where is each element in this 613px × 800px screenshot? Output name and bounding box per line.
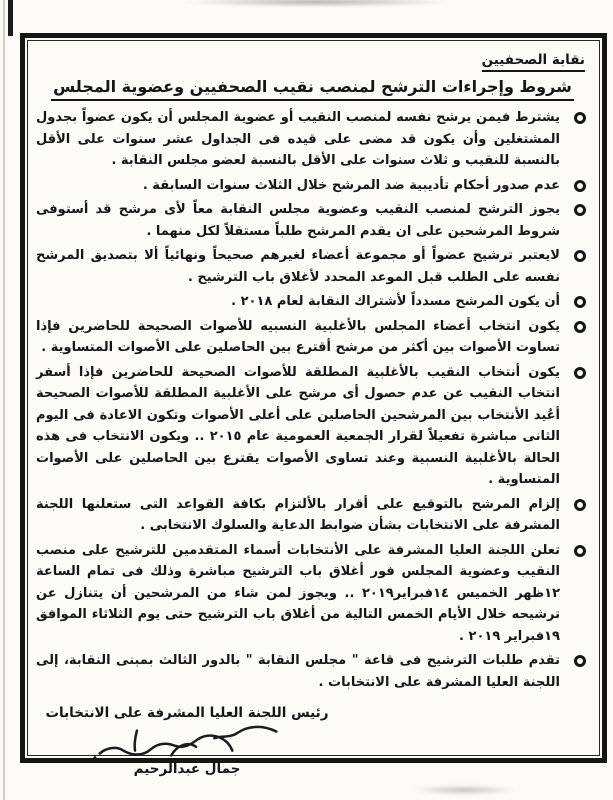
ring-bullet-icon (574, 180, 586, 192)
scan-smudge-top (185, 0, 450, 7)
list-item-text: عدم صدور أحكام تأديبية ضد المرشح خلال الثلاث سنوات السابقة . (142, 177, 560, 193)
list-item (36, 245, 589, 288)
scan-smudge-bottom (412, 785, 517, 795)
signatory-title: رئيس اللجنة العليا المشرفة على الانتخابات (45, 705, 329, 721)
list-item (36, 291, 589, 313)
page-title (36, 77, 589, 96)
list-item-text: يجوز الترشح لمنصب النقيب وعضوية مجلس النقابة معاً لأى مرشح قد أستوفى شروط المرشحين على ان يقدم المرشح طلباً مستقلاً لكل منهما . (36, 202, 560, 239)
list-item-text: أن يكون المرشح مسدداً لأشتراك النقابة لعام ٢٠١٨ . (231, 294, 560, 309)
conditions-list (36, 107, 589, 693)
scan-corner-mark (8, 0, 13, 36)
list-item (36, 362, 589, 491)
ring-bullet-icon (574, 250, 586, 262)
org-title (36, 52, 585, 68)
handwritten-signature-icon (85, 722, 290, 764)
ring-bullet-icon (574, 112, 586, 124)
document-content (27, 40, 600, 777)
list-item-text: تعلن اللجنة العليا المشرفة على الأنتخابات أسماء المتقدمين للترشيح على منصب النقيب وعضوية المجلس فور أغلاق باب الترشيح مباشرة وذلك فى تمام الساعة ١٢ظهر الخميس ١٤فبراير٢٠١٩ .. ويجوز لمن شاء من المرشحين أن يتنازل عن ترشيحه خلال الأيام الخمس التالية من أغلاق باب الترشيح حتى يوم الثلاثاء الموافق ١٩فبراير ٢٠١٩ . (36, 542, 561, 644)
ring-bullet-icon (574, 296, 586, 308)
ring-bullet-icon (574, 545, 586, 557)
list-item-text: يكون انتخاب أعضاء المجلس بالأغلبية النسبيه للأصوات الصحيحة للحاضرين فإذا تساوت الأصوات بين أكثر من مرشح أقترع بين الحاصلين على الأصوات المتساوية . (36, 318, 560, 355)
list-item (36, 199, 589, 242)
list-item (36, 316, 589, 359)
list-item-text: إلزام المرشح بالتوقيع على أقرار بالألتزام بكافة القواعد التى ستعلنها اللجنة المشرفة على الانتخابات بشأن ضوابط الدعاية والسلوك الانتخابى . (36, 496, 560, 533)
org-title-text: نقابة الصحفيين (482, 52, 585, 72)
page-title-text: شروط وإجراءات الترشح لمنصب نقيب الصحفيين وعضوية المجلس (51, 77, 574, 101)
scan-edge-artifact (3, 0, 5, 800)
list-item (36, 175, 589, 197)
list-item-text: لايعتبر ترشيح عضواً أو مجموعة أعضاء لغيرهم صحيحاً ونهائياً ألا بتصديق المرشح نفسه على الطلب قبل الموعد المحدد لأغلاق باب الترشيح . (36, 248, 560, 285)
list-item-text: يكون أنتخاب النقيب بالأغلبية المطلقة للأصوات الصحيحة للحاضرين فإذا أسفر انتخاب النقيب عن عدم حصول أى مرشح على الأغلبية المطلقة للأصوات الصحيحة أعُيد الأنتخاب بين المرشحين الحاصلين على أعلى الأصوات وتكون الاعادة فى اليوم الثانى مباشرة تفعيلاً لقرار الجمعية العمومية عام ٢٠١٥ .. ويكون الانتخاب فى هذه الحالة بالأغلبية النسبية وعند تساوى الأصوات يقترع بين الحاصلين على الأصوات المتساوية . (36, 364, 561, 487)
ring-bullet-icon (574, 499, 586, 511)
list-item-text: يشترط فيمن يرشح نفسه لمنصب النقيب أو عضوية المجلس أن يكون عضواً بجدول المشتغلين وأن يكون قد مضى على قيده فى الجداول عشر سنوات على الأقل بالنسبة للنقيب و ثلاث سنوات على الأقل بالنسبة لعضو مجلس النقابة . (36, 110, 560, 168)
list-item (36, 107, 589, 172)
signatory-name: جمال عبدالرحيم (133, 761, 241, 777)
list-item (36, 540, 589, 648)
ring-bullet-icon (574, 321, 586, 333)
list-item (36, 494, 589, 537)
list-item (36, 650, 589, 693)
document-border-frame (20, 33, 607, 777)
ring-bullet-icon (574, 204, 586, 216)
ring-bullet-icon (574, 655, 586, 667)
list-item-text: تقدم طلبات الترشيح فى قاعة " مجلس النقابة " بالدور الثالث بمبنى النقابة، إلى اللجنة العليا المشرفة على الانتخابات . (36, 653, 560, 690)
ring-bullet-icon (574, 367, 586, 379)
signature-block (37, 705, 337, 777)
